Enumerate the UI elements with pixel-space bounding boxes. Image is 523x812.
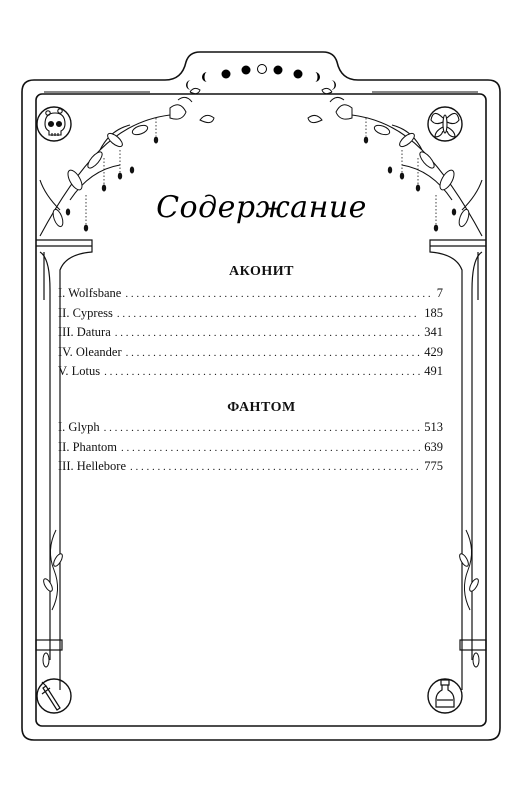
toc-entry[interactable] — [58, 364, 443, 384]
toc-entry[interactable] — [58, 286, 443, 306]
toc-entry[interactable] — [58, 325, 443, 345]
page-title: Содержание — [156, 190, 367, 225]
toc-list — [58, 286, 443, 384]
moon-phases-icon — [186, 65, 336, 91]
toc-entry[interactable] — [58, 440, 443, 460]
toc-entry-label: V. Lotus — [58, 364, 101, 378]
toc-entry[interactable] — [58, 420, 443, 440]
leader-dots — [104, 422, 421, 434]
toc-entry-label: II. Phantom — [58, 439, 118, 454]
toc-entry-label: I. Glyph — [58, 420, 100, 434]
toc-list — [58, 420, 443, 479]
toc-entry-page: 341 — [424, 325, 443, 339]
toc-entry-page: 639 — [424, 439, 443, 454]
toc-entry-label: I. Wolfsbane — [58, 286, 122, 300]
leader-dots — [121, 442, 420, 454]
leader-dots — [130, 461, 420, 473]
toc-entry-label: III. Datura — [58, 325, 111, 339]
skull-icon — [45, 109, 65, 136]
dagger-icon — [42, 682, 60, 710]
potion-bottle-icon — [436, 680, 454, 707]
part-heading: ФАНТОМ — [227, 400, 296, 415]
toc-entry[interactable] — [58, 306, 443, 326]
moth-icon — [431, 113, 459, 137]
leader-dots — [115, 327, 421, 339]
toc-entry-label: II. Cypress — [58, 305, 113, 320]
toc-entry-page: 513 — [424, 420, 443, 434]
toc-entry-page: 7 — [436, 286, 443, 300]
leader-dots — [125, 288, 432, 300]
leader-dots — [104, 366, 420, 378]
toc-entry-page: 185 — [424, 305, 443, 320]
toc-entry[interactable] — [58, 345, 443, 365]
leader-dots — [117, 308, 420, 320]
toc-entry-page: 429 — [424, 344, 443, 359]
toc-entry-label: IV. Oleander — [58, 344, 122, 359]
toc-entry-label: III. Hellebore — [58, 459, 127, 473]
toc-entry[interactable] — [58, 459, 443, 479]
toc-entry-page: 775 — [424, 459, 443, 473]
toc-entry-page: 491 — [424, 364, 443, 378]
leader-dots — [126, 347, 421, 359]
part-heading: АКОНИТ — [229, 264, 294, 279]
